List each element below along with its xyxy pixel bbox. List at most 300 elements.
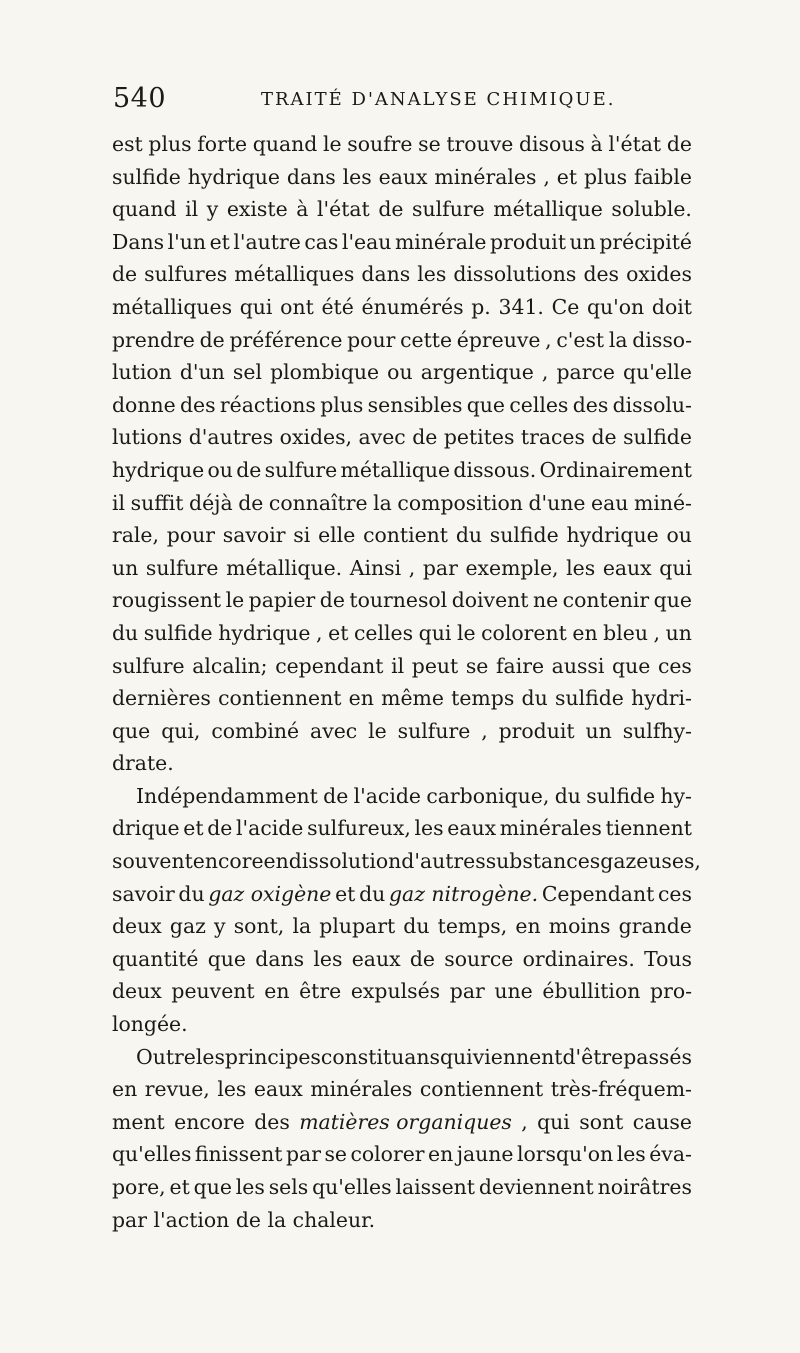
word: ou xyxy=(207,457,233,482)
word: doit xyxy=(651,294,692,319)
word: hydrique xyxy=(566,523,659,548)
word: sulfure xyxy=(145,555,219,580)
word: le xyxy=(322,132,342,156)
word: savoir xyxy=(222,523,286,548)
word: celles xyxy=(509,392,569,417)
word: bleu xyxy=(603,620,648,645)
word: viennent xyxy=(472,1044,563,1069)
text-line xyxy=(112,128,692,161)
word: l'eau xyxy=(341,229,392,254)
word: minérales xyxy=(310,1077,413,1102)
word: ont xyxy=(280,294,314,319)
word: de xyxy=(112,262,138,287)
word: pour xyxy=(166,523,215,548)
word: du xyxy=(112,620,139,645)
text-line xyxy=(112,1171,692,1204)
word: faible xyxy=(634,164,692,189)
word: par xyxy=(449,979,485,1004)
word: du xyxy=(455,523,482,548)
word: que xyxy=(466,392,506,417)
word: sels xyxy=(268,1175,309,1199)
word: de xyxy=(409,946,435,971)
word: deviennent xyxy=(478,1175,594,1199)
word: sulfide xyxy=(143,620,213,645)
word: métallique xyxy=(493,197,603,222)
word: se xyxy=(418,132,441,156)
word: et xyxy=(556,164,578,189)
word: suffit xyxy=(130,490,184,515)
word: contiennent xyxy=(419,1077,544,1102)
word: il xyxy=(112,490,126,515)
word: la xyxy=(267,1207,287,1232)
word: qu'elles xyxy=(312,1175,392,1199)
word: l'un xyxy=(167,229,207,254)
word: hy- xyxy=(660,783,692,808)
word: grande xyxy=(618,914,692,939)
word: , xyxy=(408,555,416,580)
word: tournesol xyxy=(349,588,448,613)
word: lution xyxy=(112,360,172,385)
word: alcalin; xyxy=(192,653,268,678)
word: , xyxy=(481,718,488,743)
word: de xyxy=(199,327,225,352)
word: forte xyxy=(197,132,248,156)
word: de xyxy=(238,490,264,515)
word: les xyxy=(195,1044,225,1069)
word: du xyxy=(359,881,386,906)
word: plus xyxy=(320,392,364,417)
word: de xyxy=(319,588,345,613)
italic-word: gaz nitrogène. xyxy=(388,881,539,906)
text-line xyxy=(112,1041,692,1074)
word: jaune xyxy=(456,1142,514,1167)
word: souvent xyxy=(112,849,193,874)
word: métallique. xyxy=(226,555,343,580)
word: , xyxy=(543,164,550,189)
word: un xyxy=(569,229,596,254)
word: c'est xyxy=(556,327,605,352)
text-line xyxy=(112,226,692,259)
word: eau xyxy=(591,490,629,515)
italic-word: matières organiques xyxy=(299,1109,512,1134)
word: plus xyxy=(148,132,192,156)
word: drique xyxy=(112,816,180,841)
word: disso- xyxy=(632,327,692,352)
word: épreuve xyxy=(456,327,541,352)
word: expulsés xyxy=(350,979,441,1004)
word: encore xyxy=(174,1109,245,1134)
word: hydrique xyxy=(187,164,280,189)
word: minérale xyxy=(394,229,487,254)
word: en xyxy=(428,1142,454,1167)
word: oxides xyxy=(626,262,692,287)
word: il xyxy=(391,653,405,678)
word: , xyxy=(521,1109,528,1134)
word: de xyxy=(591,425,617,450)
text-line xyxy=(112,1008,692,1041)
word: le xyxy=(225,588,245,613)
word: colorer xyxy=(350,1142,425,1167)
word: les xyxy=(235,1175,265,1199)
text-line xyxy=(112,747,692,780)
word: il xyxy=(185,197,199,222)
word: dans xyxy=(361,262,411,287)
text-line xyxy=(112,910,692,943)
word: p. xyxy=(471,294,491,319)
word: que xyxy=(207,946,246,971)
word: hydrique xyxy=(218,620,311,645)
word: été xyxy=(321,294,354,319)
text-line xyxy=(112,1073,692,1106)
word: composition xyxy=(397,490,523,515)
word: de xyxy=(235,1207,261,1232)
word: trouve xyxy=(446,132,514,156)
word: que xyxy=(193,1175,232,1199)
word: ces xyxy=(658,881,692,906)
word: dissolutions xyxy=(453,262,577,287)
word: deux xyxy=(112,914,162,939)
text-line xyxy=(112,291,692,324)
word: les xyxy=(217,1077,247,1102)
word: être xyxy=(299,979,342,1004)
word: une xyxy=(494,979,533,1004)
word: Indépendamment xyxy=(136,783,318,808)
word: pore, xyxy=(112,1175,166,1199)
page-number: 540 xyxy=(113,83,167,114)
word: contiennent xyxy=(218,686,342,711)
word: de xyxy=(412,425,438,450)
word: gaz xyxy=(169,914,206,939)
text-line xyxy=(112,421,692,454)
text-line xyxy=(112,1138,692,1171)
word: sulfure xyxy=(112,653,185,678)
word: par xyxy=(285,1142,321,1167)
word: ordinaires. xyxy=(522,946,635,971)
word: revue, xyxy=(144,1077,210,1102)
word: 341. xyxy=(498,294,544,319)
word: des xyxy=(583,262,620,287)
word: préférence xyxy=(229,327,343,352)
word: constituans xyxy=(320,1044,440,1069)
text-line xyxy=(112,389,692,422)
text-line xyxy=(112,617,692,650)
word: déjà xyxy=(189,490,233,515)
word: contient xyxy=(363,523,449,548)
word: oxides, xyxy=(279,425,353,450)
word: éva- xyxy=(649,1142,692,1167)
word: longée. xyxy=(112,1012,188,1037)
text-line xyxy=(112,519,692,552)
word: principes xyxy=(224,1044,321,1069)
text-line xyxy=(112,780,692,813)
word: doivent xyxy=(451,588,529,613)
text-line xyxy=(112,324,692,357)
word: peut xyxy=(411,653,459,678)
word: encore xyxy=(192,849,264,874)
word: sulfide xyxy=(623,425,692,450)
word: peuvent xyxy=(171,979,255,1004)
word: pro- xyxy=(650,979,692,1004)
word: la xyxy=(608,327,628,352)
word: quand xyxy=(252,132,318,156)
word: plus xyxy=(583,164,628,189)
word: des xyxy=(254,1109,290,1134)
text-line xyxy=(112,845,701,878)
word: finissent xyxy=(194,1142,283,1167)
text-line xyxy=(112,943,692,976)
word: l'acide xyxy=(236,816,304,841)
word: métallique xyxy=(340,457,451,482)
word: contenir xyxy=(562,588,650,613)
word: dans xyxy=(255,946,305,971)
word: des xyxy=(179,392,216,417)
word: chaleur. xyxy=(292,1207,376,1232)
text-line xyxy=(112,193,692,226)
word: pour xyxy=(347,327,396,352)
word: que xyxy=(653,588,692,613)
word: par xyxy=(422,555,458,580)
word: temps, xyxy=(437,914,508,939)
word: ébullition xyxy=(542,979,641,1004)
word: les xyxy=(313,946,343,971)
word: colorent xyxy=(481,620,567,645)
word: papier xyxy=(248,588,316,613)
word: Tous xyxy=(644,946,692,971)
word: sont, xyxy=(233,914,285,939)
word: prendre xyxy=(112,327,195,352)
word: lorsqu'on xyxy=(516,1142,614,1167)
word: sulfure xyxy=(412,197,485,222)
word: sulfureux, xyxy=(307,816,411,841)
word: avec xyxy=(358,425,406,450)
word: qui xyxy=(418,620,452,645)
word: substances xyxy=(485,849,601,874)
word: sulfure xyxy=(264,457,338,482)
word: deux xyxy=(112,979,162,1004)
word: sulfide xyxy=(554,686,624,711)
word: et xyxy=(183,816,204,841)
word: qui, xyxy=(161,718,201,743)
word: quand xyxy=(112,197,177,222)
word: qui xyxy=(537,1109,570,1134)
word: qui xyxy=(440,1044,473,1069)
word: qui xyxy=(239,294,273,319)
word: de xyxy=(207,816,233,841)
word: Outre xyxy=(136,1044,196,1069)
text-line xyxy=(112,161,692,194)
word: argentique xyxy=(420,360,534,385)
word: un xyxy=(665,620,692,645)
word: sulfide xyxy=(586,783,656,808)
word: dans xyxy=(286,164,336,189)
word: du xyxy=(403,914,430,939)
word: du xyxy=(554,783,581,808)
word: cette xyxy=(400,327,453,352)
word: rale, xyxy=(112,523,159,548)
word: eaux xyxy=(253,1077,303,1102)
word: sulfures xyxy=(144,262,228,287)
word: produit xyxy=(498,718,575,743)
word: précipité xyxy=(599,229,692,254)
word: que xyxy=(112,718,151,743)
word: ne xyxy=(532,588,559,613)
word: miné- xyxy=(633,490,692,515)
word: eaux xyxy=(378,164,428,189)
word: cause xyxy=(632,1109,692,1134)
word: quantité xyxy=(112,946,199,971)
word: un xyxy=(112,555,139,580)
word: petites xyxy=(443,425,515,450)
running-head xyxy=(113,83,693,115)
word: parce xyxy=(556,360,615,385)
word: celles xyxy=(353,620,414,645)
word: de xyxy=(323,783,349,808)
word: le xyxy=(368,718,387,743)
word: eaux xyxy=(351,946,401,971)
text-line xyxy=(112,1106,692,1139)
word: d'un xyxy=(179,360,225,385)
word: qu'on xyxy=(586,294,645,319)
word: Cependant xyxy=(541,881,655,906)
text-line xyxy=(112,356,692,389)
word: très-fréquem- xyxy=(550,1077,692,1102)
word: disous xyxy=(518,132,585,156)
word: que xyxy=(612,653,651,678)
text-line xyxy=(112,487,692,520)
word: donne xyxy=(112,392,176,417)
word: de xyxy=(236,457,262,482)
word: dissolution xyxy=(288,849,402,874)
word: l'état xyxy=(317,197,370,222)
word: les xyxy=(342,164,372,189)
word: métalliques xyxy=(112,294,233,319)
text-line xyxy=(112,715,692,748)
word: Ainsi xyxy=(349,555,402,580)
word: minérales xyxy=(499,816,602,841)
word: à xyxy=(590,132,603,156)
word: les xyxy=(414,816,444,841)
word: des xyxy=(572,392,609,417)
word: ou xyxy=(666,523,692,548)
word: elle xyxy=(318,523,356,548)
word: de xyxy=(666,132,692,156)
word: du xyxy=(521,686,548,711)
word: dernières xyxy=(112,686,211,711)
word: qu'elles xyxy=(112,1142,192,1167)
text-line xyxy=(112,1204,692,1237)
body-text xyxy=(112,128,701,1236)
word: qu'elle xyxy=(623,360,692,385)
word: sel xyxy=(232,360,262,385)
word: un xyxy=(585,718,612,743)
word: les xyxy=(566,555,596,580)
word: par xyxy=(112,1207,147,1232)
text-line xyxy=(112,812,692,845)
word: traces xyxy=(520,425,585,450)
word: eaux xyxy=(602,555,652,580)
word: cependant xyxy=(275,653,384,678)
word: est xyxy=(112,132,143,156)
word: existe xyxy=(226,197,288,222)
word: avec xyxy=(310,718,358,743)
word: , xyxy=(653,620,661,645)
word: métalliques xyxy=(234,262,355,287)
word: en xyxy=(263,849,289,874)
word: de xyxy=(378,197,404,222)
word: minérales xyxy=(434,164,537,189)
word: sulfide xyxy=(489,523,559,548)
word: Ordinairement xyxy=(539,457,692,482)
word: gazeuses, xyxy=(600,849,701,874)
word: la xyxy=(292,914,312,939)
text-line xyxy=(112,258,692,291)
word: même xyxy=(381,686,444,711)
word: et xyxy=(209,229,230,254)
word: d'autres xyxy=(188,425,274,450)
word: aussi xyxy=(551,653,605,678)
word: , xyxy=(316,620,323,645)
text-line xyxy=(112,650,692,683)
word: d'autres xyxy=(401,849,486,874)
word: sont xyxy=(579,1109,624,1134)
word: en xyxy=(348,686,374,711)
word: d'être xyxy=(562,1044,624,1069)
italic-word: gaz oxigène xyxy=(208,881,332,906)
word: et xyxy=(328,620,349,645)
word: plupart xyxy=(319,914,396,939)
word: et xyxy=(335,881,356,906)
text-line xyxy=(112,878,692,911)
word: si xyxy=(293,523,311,548)
word: Ce xyxy=(551,294,580,319)
word: hydri- xyxy=(631,686,692,711)
word: à xyxy=(296,197,309,222)
word: sulfhy- xyxy=(622,718,692,743)
word: tiennent xyxy=(605,816,692,841)
word: noirâtres xyxy=(597,1175,692,1199)
word: les xyxy=(616,1142,646,1167)
word: dissous. xyxy=(453,457,537,482)
word: plombique xyxy=(270,360,380,385)
word: hydrique xyxy=(112,457,205,482)
word: soufre xyxy=(347,132,413,156)
word: et xyxy=(169,1175,190,1199)
word: , xyxy=(545,327,552,352)
word: du xyxy=(178,881,205,906)
word: cas xyxy=(304,229,339,254)
word: combiné xyxy=(211,718,300,743)
text-line xyxy=(112,552,692,585)
word: l'acide xyxy=(353,783,421,808)
word: ment xyxy=(112,1109,165,1134)
word: la xyxy=(373,490,392,515)
running-title: TRAITÉ D'ANALYSE CHIMIQUE. xyxy=(261,89,616,110)
word: Dans xyxy=(112,229,165,254)
word: se xyxy=(465,653,489,678)
word: se xyxy=(324,1142,347,1167)
word: les xyxy=(417,262,447,287)
text-line xyxy=(112,975,692,1008)
word: lutions xyxy=(112,425,183,450)
word: rougissent xyxy=(112,588,222,613)
word: énumérés xyxy=(361,294,464,319)
word: y xyxy=(214,914,226,939)
word: drate. xyxy=(112,751,174,776)
word: soluble. xyxy=(611,197,692,222)
word: y xyxy=(206,197,219,222)
word: dissolu- xyxy=(612,392,692,417)
word: source xyxy=(444,946,514,971)
